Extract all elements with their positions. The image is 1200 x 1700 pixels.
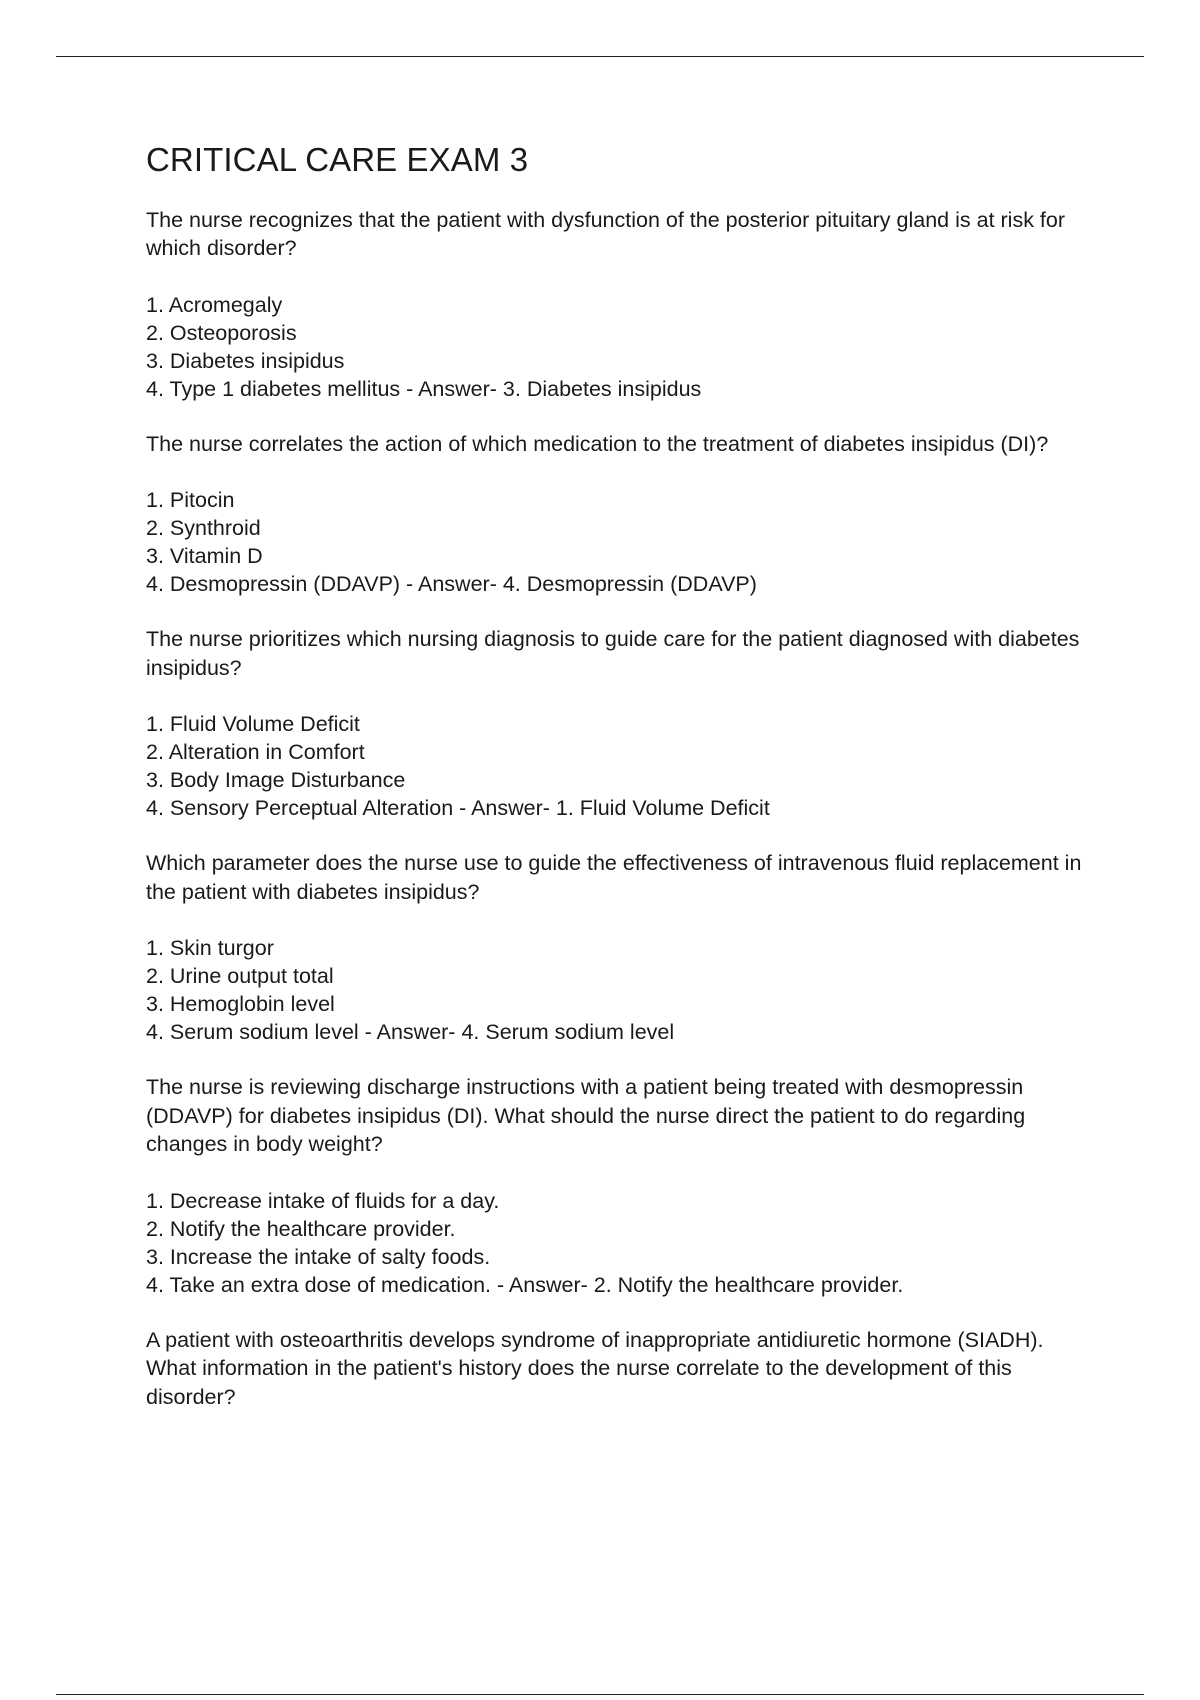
question-block xyxy=(146,1073,1086,1299)
question-block xyxy=(146,1326,1086,1412)
answer-option: 2. Alteration in Comfort xyxy=(146,740,365,765)
answer-option: 3. Body Image Disturbance xyxy=(146,768,406,793)
answer-option: 4. Desmopressin (DDAVP) - Answer- 4. Desmopressin (DDAVP) xyxy=(146,572,757,597)
document-title: CRITICAL CARE EXAM 3 xyxy=(146,141,529,178)
question-block xyxy=(146,849,1086,1046)
answer-option: 4. Serum sodium level - Answer- 4. Serum sodium level xyxy=(146,1020,675,1045)
answer-option: 1. Skin turgor xyxy=(146,936,274,961)
answer-option: 1. Pitocin xyxy=(146,488,235,513)
answer-option: 4. Take an extra dose of medication. - Answer- 2. Notify the healthcare provider. xyxy=(146,1272,904,1297)
question-block xyxy=(146,206,1086,403)
question-block xyxy=(146,625,1086,822)
answer-option: 2. Synthroid xyxy=(146,516,261,541)
answer-option: 4. Type 1 diabetes mellitus - Answer- 3. Diabetes insipidus xyxy=(146,376,702,401)
answer-option: 3. Vitamin D xyxy=(146,544,263,569)
question-stem: Which parameter does the nurse use to guide the effectiveness of intravenous fluid replacement in the patient with diabetes insipidus? xyxy=(146,851,1082,904)
answer-option: 2. Osteoporosis xyxy=(146,320,297,345)
answer-options xyxy=(146,486,1086,598)
answer-option: 1. Decrease intake of fluids for a day. xyxy=(146,1188,500,1213)
answer-options xyxy=(146,291,1086,403)
answer-option: 3. Diabetes insipidus xyxy=(146,348,345,373)
answer-options xyxy=(146,934,1086,1046)
question-stem: The nurse recognizes that the patient with dysfunction of the posterior pituitary gland is at risk for which disorder? xyxy=(146,207,1066,261)
question-block xyxy=(146,430,1086,599)
answer-options xyxy=(146,710,1086,822)
footer-rule xyxy=(56,1694,1144,1695)
answer-option: 2. Notify the healthcare provider. xyxy=(146,1216,456,1241)
question-stem: The nurse is reviewing discharge instructions with a patient being treated with desmopressin (DDAVP) for diabetes insipidus (DI). What should the nurse direct the patient to do regarding changes in body weight? xyxy=(146,1075,1026,1157)
answer-option: 1. Fluid Volume Deficit xyxy=(146,712,360,737)
answer-option: 3. Hemoglobin level xyxy=(146,992,335,1017)
question-stem: A patient with osteoarthritis develops syndrome of inappropriate antidiuretic hormone (SIADH). What information in the patient's history does the nurse correlate to the development of this disorder? xyxy=(146,1327,1044,1409)
question-stem: The nurse correlates the action of which medication to the treatment of diabetes insipidus (DI)? xyxy=(146,431,1049,456)
header-rule xyxy=(56,56,1144,57)
answer-option: 2. Urine output total xyxy=(146,964,334,989)
question-stem: The nurse prioritizes which nursing diagnosis to guide care for the patient diagnosed with diabetes insipidus? xyxy=(146,627,1080,680)
document-body xyxy=(146,140,1086,1439)
answer-option: 4. Sensory Perceptual Alteration - Answer- 1. Fluid Volume Deficit xyxy=(146,796,770,821)
answer-option: 1. Acromegaly xyxy=(146,292,283,317)
answer-options xyxy=(146,1187,1086,1299)
answer-option: 3. Increase the intake of salty foods. xyxy=(146,1244,491,1269)
